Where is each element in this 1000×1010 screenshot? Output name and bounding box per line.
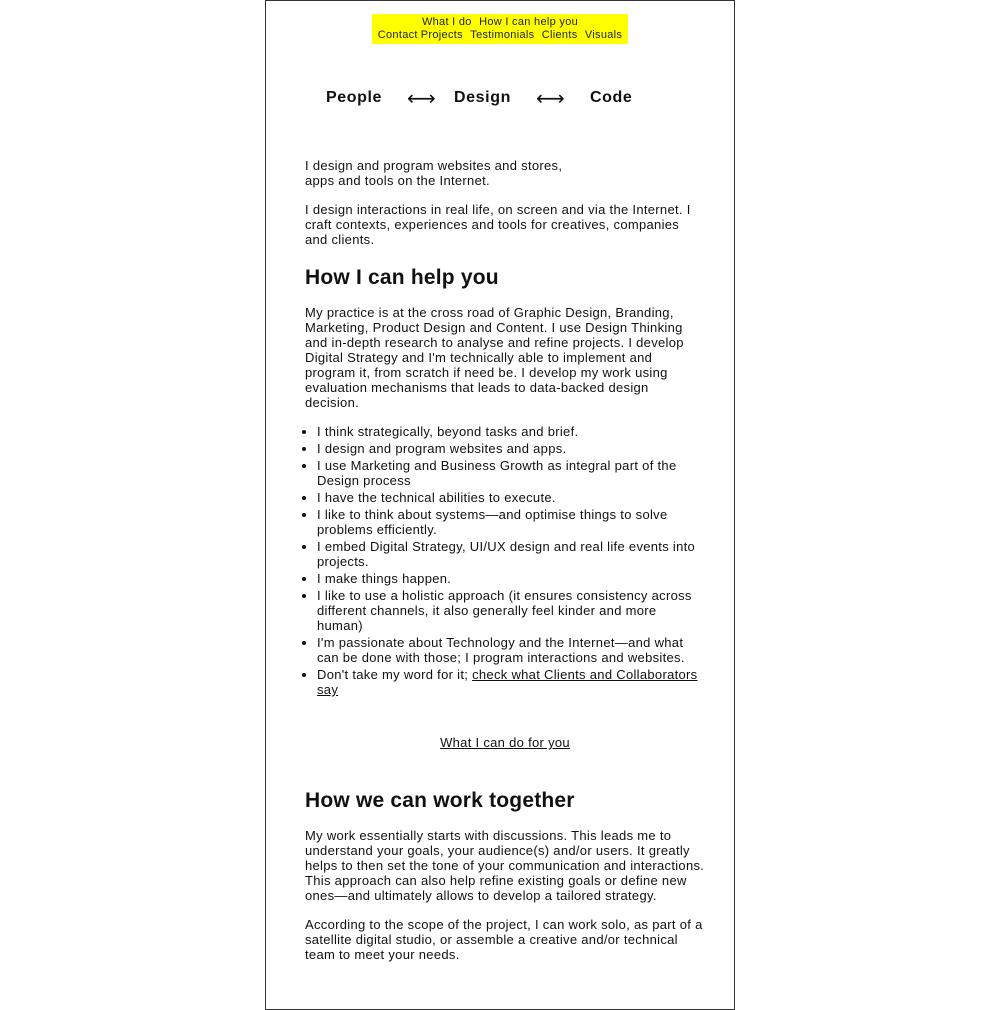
tagline-code: Code	[590, 89, 633, 106]
list-item: • I like to use a holistic approach (it ensures consistency across different channels, it also generally feel kinder and more human)	[317, 588, 705, 633]
double-arrow-icon: ⟷	[536, 88, 565, 110]
help-list	[305, 424, 705, 697]
nav-visuals[interactable]: Visuals	[584, 29, 623, 41]
nav-contact[interactable]: Contact	[377, 29, 418, 41]
together-heading: How we can work together	[305, 789, 575, 812]
cta-container	[305, 735, 705, 750]
tagline-design: Design	[454, 89, 511, 106]
what-i-can-do-link[interactable]: What I can do for you	[440, 735, 570, 750]
nav-clients[interactable]: Clients	[541, 29, 578, 41]
nav-what-i-do[interactable]: What I do	[421, 16, 472, 28]
help-heading: How I can help you	[305, 266, 499, 289]
together-paragraph-1: My work essentially starts with discussions. This leads me to understand your goals, your audience(s) and/or users. It greatly helps to then set the tone of your communication and interactions. This approach can also help refine existing goals or define new ones—and ultimately allows to develop a tailored strategy.	[305, 828, 705, 903]
list-item	[317, 667, 705, 697]
list-item: • I think strategically, beyond tasks and brief.	[317, 424, 705, 439]
list-item: • I like to think about systems—and optimise things to solve problems efficiently.	[317, 507, 705, 537]
page-frame	[265, 0, 735, 1010]
last-bullet-prefix: Don't take my word for it;	[317, 667, 473, 682]
top-nav	[372, 14, 628, 44]
list-item: • I embed Digital Strategy, UI/UX design and real life events into projects.	[317, 539, 705, 569]
nav-testimonials[interactable]: Testimonials	[470, 29, 535, 41]
tagline-people: People	[326, 89, 383, 106]
main-content	[305, 158, 705, 976]
testimonials-link[interactable]: check what Clients and Collaborators say	[317, 667, 698, 697]
together-paragraph-2: According to the scope of the project, I can work solo, as part of a satellite digital studio, or assemble a creative and/or technical team to meet your needs.	[305, 917, 703, 962]
intro-paragraph-2: I design interactions in real life, on screen and via the Internet. I craft contexts, experiences and tools for creatives, companies and clients.	[305, 202, 691, 247]
list-item: • I have the technical abilities to execute.	[317, 490, 705, 505]
tagline	[266, 89, 735, 115]
nav-projects[interactable]: Projects	[420, 29, 463, 41]
help-paragraph: My practice is at the cross road of Graphic Design, Branding, Marketing, Product Design and Content. I use Design Thinking and in-depth research to analyse and refine projects. I develop Digital Strategy and I'm technically able to implement and program it, from scratch if need be. I develop my work using evaluation mechanisms that leads to data-backed design decision.	[305, 305, 684, 410]
nav-how-i-can-help[interactable]: How I can help you	[479, 16, 579, 28]
list-item: • I design and program websites and apps.	[317, 441, 705, 456]
list-item: • I'm passionate about Technology and the Internet—and what can be done with those; I program interactions and websites.	[317, 635, 705, 665]
list-item: • I make things happen.	[317, 571, 705, 586]
double-arrow-icon: ⟷	[407, 88, 436, 110]
intro-paragraph-1: I design and program websites and stores, apps and tools on the Internet.	[305, 158, 563, 188]
list-item: • I use Marketing and Business Growth as integral part of the Design process	[317, 458, 705, 488]
